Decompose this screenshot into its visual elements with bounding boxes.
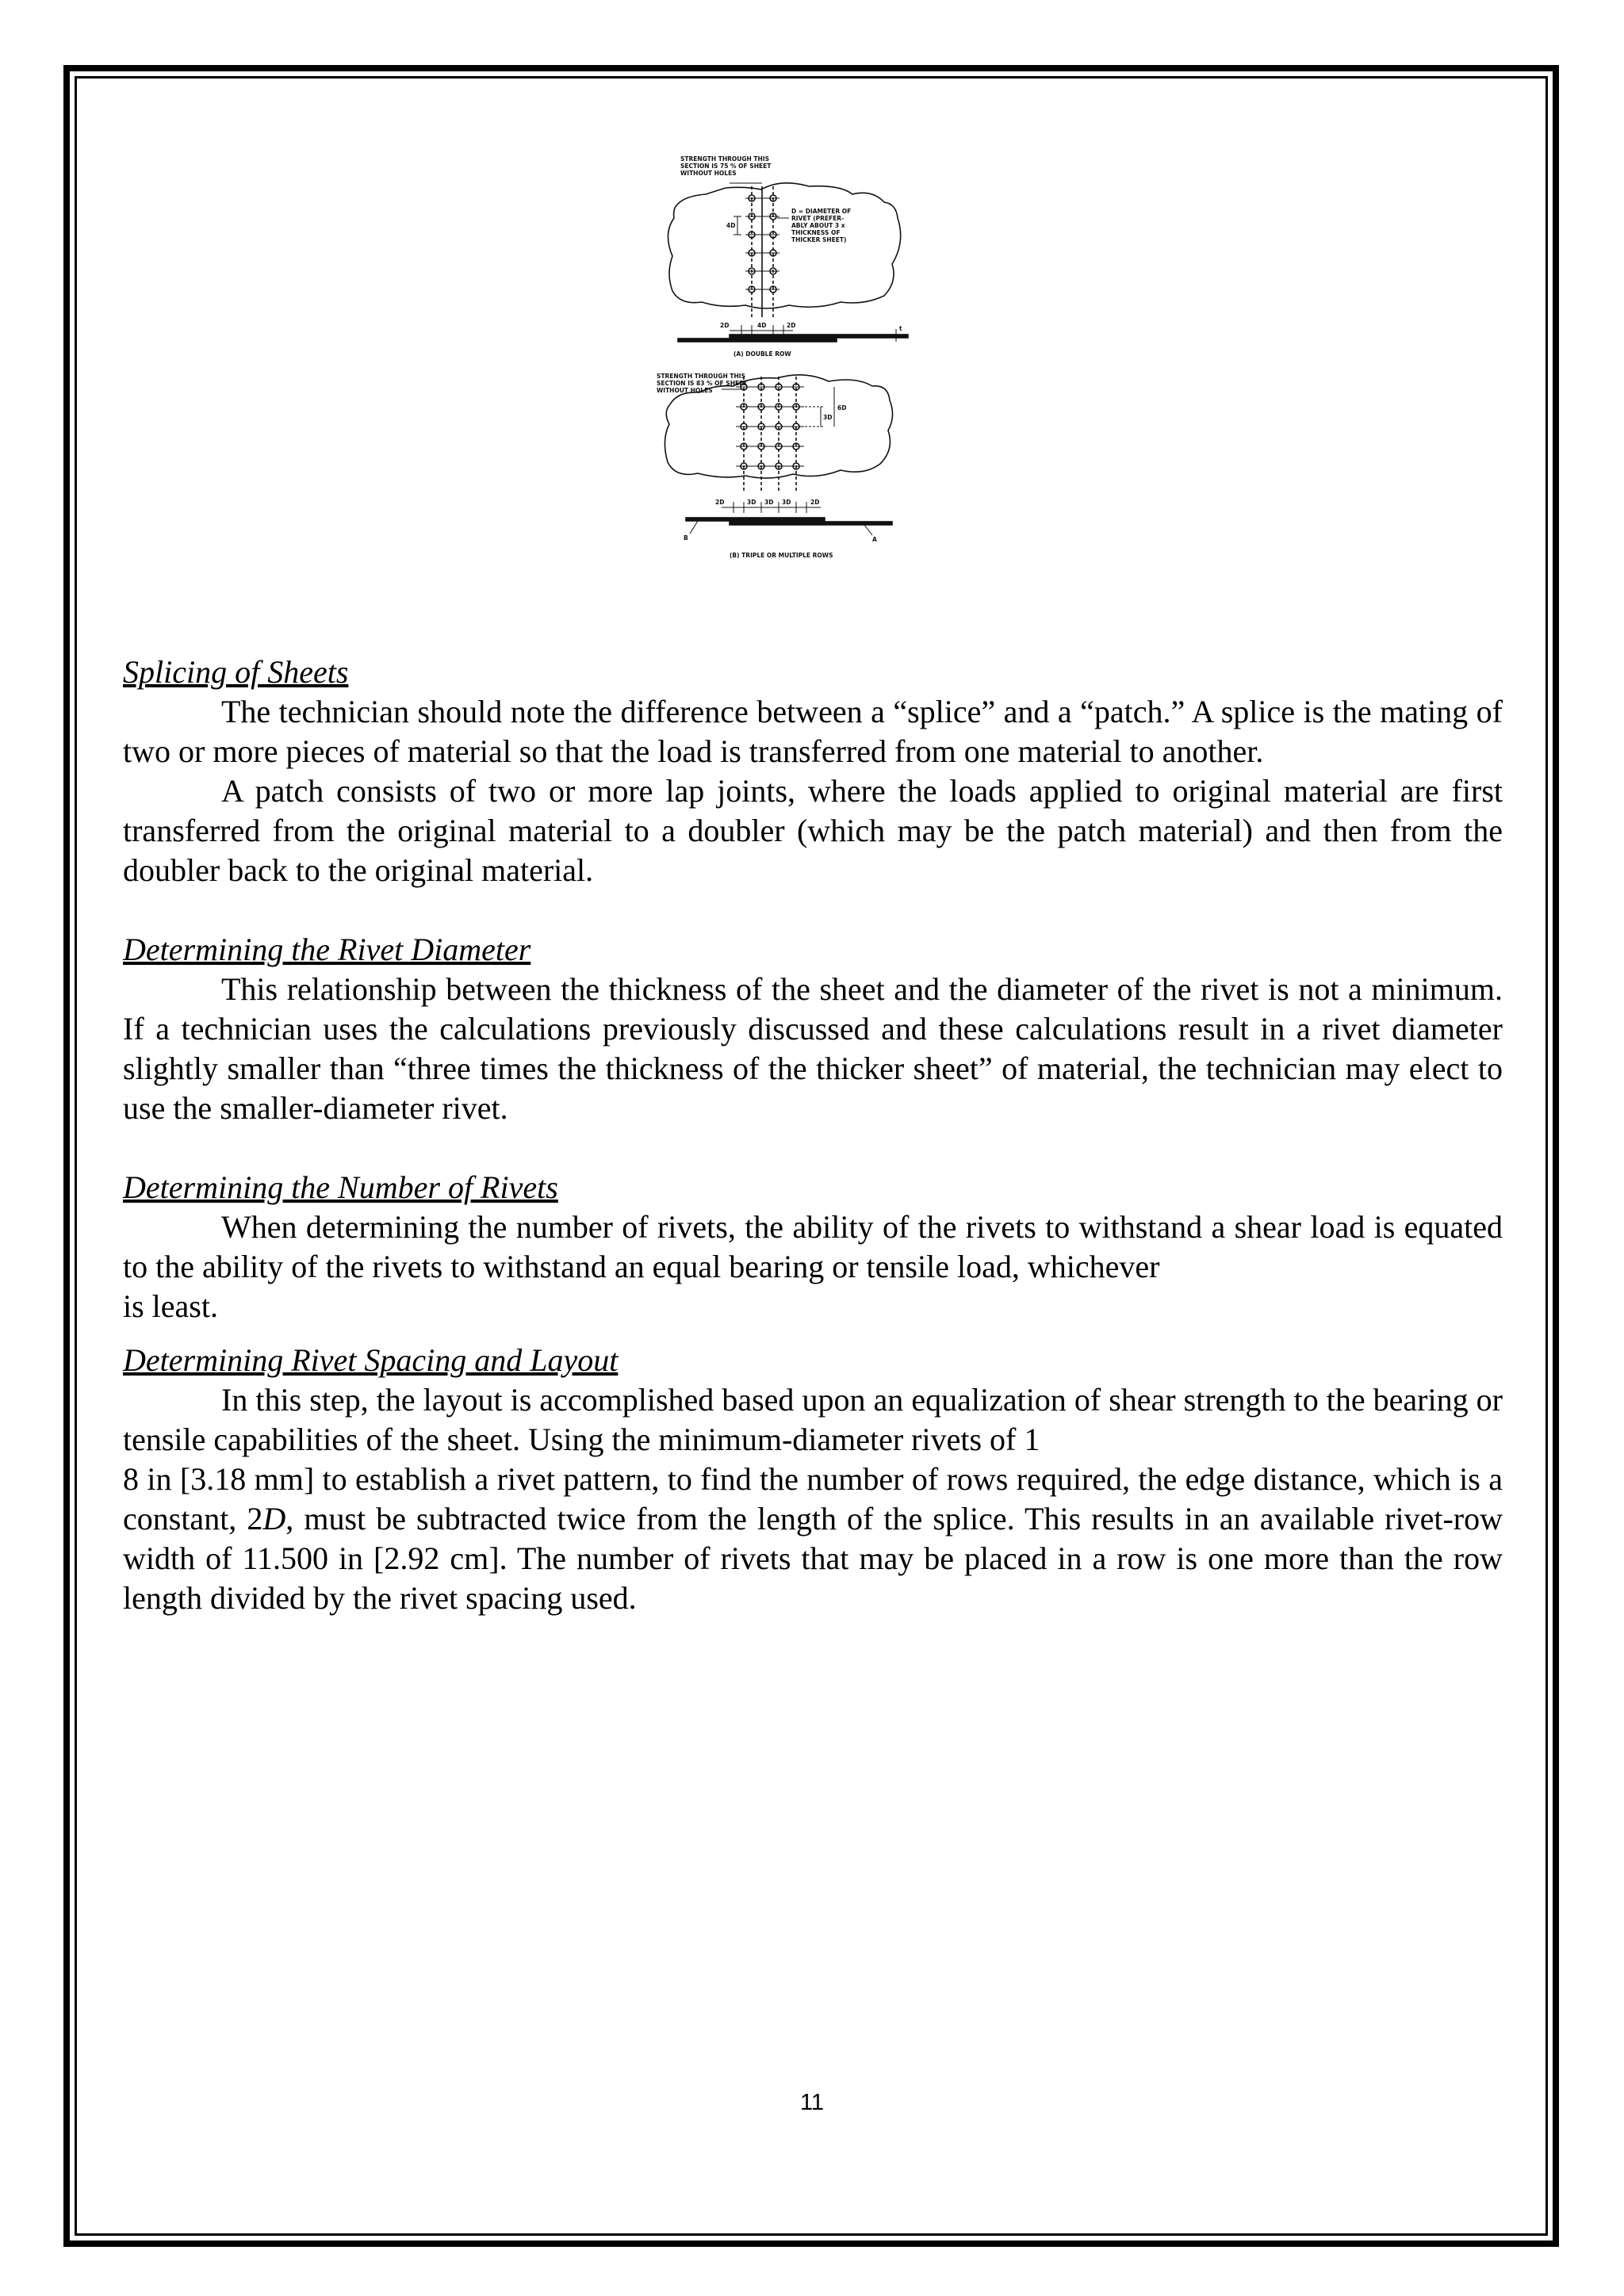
paragraph-part: 8 in [3.18 mm] to establish a rivet pattern, to find the number of rows required, the edge distance, which is a constant, 2 xyxy=(123,1461,1503,1536)
fig-a-diameter-line2: RIVET (PREFER- xyxy=(791,215,845,222)
fig-b-dim-mid2: 3D xyxy=(764,499,774,506)
fig-a-dim-left: 2D xyxy=(720,322,730,329)
fig-b-pitch-label: 6D xyxy=(837,404,847,411)
paragraph-part: In this step, the layout is accomplished based upon an equalization of shear strength to the bearing or tensile capabilities of the sheet. Using the minimum-diameter rivets of 1 xyxy=(123,1382,1503,1457)
fig-b-dim-mid3: 3D xyxy=(782,499,791,506)
paragraph-italic: D xyxy=(262,1501,286,1536)
paragraph-part: , must be subtracted twice from the length of the splice. This results in an available rivet-row width of 11.500 in [2.92 cm]. The number of rivets that may be placed in a row is one more than the row length divided by the rivet spacing used. xyxy=(123,1501,1503,1616)
fig-b-strength-line1: STRENGTH THROUGH THIS xyxy=(657,373,745,380)
paragraph: The technician should note the difference between a “splice” and a “patch.” A splice is the mating of two or more pieces of material so that the load is transferred from one material to another. xyxy=(123,694,1503,769)
fig-b-caption: (B) TRIPLE OR MULTIPLE ROWS xyxy=(730,552,833,559)
fig-b-dim-mid1: 3D xyxy=(747,499,756,506)
fig-a-dim-mid: 4D xyxy=(757,322,767,329)
paragraph: This relationship between the thickness of the sheet and the diameter of the rivet is not a minimum. If a technician uses the calculations previously discussed and these calculations result in a rivet diameter slightly smaller than “three times the thickness of the thicker sheet” of material, the technician may elect to use the smaller-diameter rivet. xyxy=(123,971,1503,1126)
paragraph xyxy=(123,1380,1503,1618)
section-spacing-layout xyxy=(123,1341,1503,1618)
section-heading: Determining the Rivet Diameter xyxy=(123,932,531,967)
page-number: 11 xyxy=(799,2090,825,2115)
fig-a-diameter-line1: D = DIAMETER OF xyxy=(791,208,852,215)
fig-a-dim-right: 2D xyxy=(787,322,796,329)
fig-a-strength-line1: STRENGTH THROUGH THIS xyxy=(680,155,769,163)
fig-a-diameter-line3: ABLY ABOUT 3 x xyxy=(791,222,845,229)
paragraph-line: is least. xyxy=(123,1288,218,1324)
paragraph-line: When determining the number of rivets, the ability of the rivets to withstand a shear load is equated to the ability of the rivets to withstand an equal bearing or tensile load, whichever xyxy=(123,1209,1503,1284)
paragraph xyxy=(123,1207,1503,1326)
fig-a-diameter-line5: THICKER SHEET) xyxy=(791,236,847,243)
fig-a-strength-line2: SECTION IS 75 % OF SHEET xyxy=(680,163,772,170)
fig-a-strength-line3: WITHOUT HOLES xyxy=(680,170,737,177)
fig-b-strength-line2: SECTION IS 83 % OF SHEET xyxy=(657,380,748,387)
fig-a-diameter-line4: THICKNESS OF xyxy=(791,229,841,236)
fig-a-thickness-label: t xyxy=(899,325,902,332)
fig-b-end-right: A xyxy=(872,536,877,543)
section-splicing xyxy=(123,652,1503,890)
section-heading: Determining Rivet Spacing and Layout xyxy=(123,1342,619,1378)
fig-b-dim-left: 2D xyxy=(715,499,725,506)
paragraph: A patch consists of two or more lap joints, where the loads applied to original material are first transferred from the original material to a doubler (which may be the patch material) and then from the doubler back to the original material. xyxy=(123,773,1503,888)
fig-b-end-left: B xyxy=(684,534,688,541)
section-number-of-rivets xyxy=(123,1168,1503,1326)
document-body xyxy=(123,652,1503,1618)
section-rivet-diameter xyxy=(123,930,1503,1128)
section-heading: Splicing of Sheets xyxy=(123,654,349,690)
rivet-layout-diagram xyxy=(611,155,928,583)
fig-b-dim-right: 2D xyxy=(810,499,820,506)
rivet-layout-figure xyxy=(611,155,928,583)
fig-a-pitch-label: 4D xyxy=(726,222,736,229)
fig-a-caption: (A) DOUBLE ROW xyxy=(733,350,791,358)
fig-b-strength-line3: WITHOUT HOLES xyxy=(657,387,713,394)
section-heading: Determining the Number of Rivets xyxy=(123,1169,558,1205)
fig-b-row-label: 3D xyxy=(823,414,833,421)
